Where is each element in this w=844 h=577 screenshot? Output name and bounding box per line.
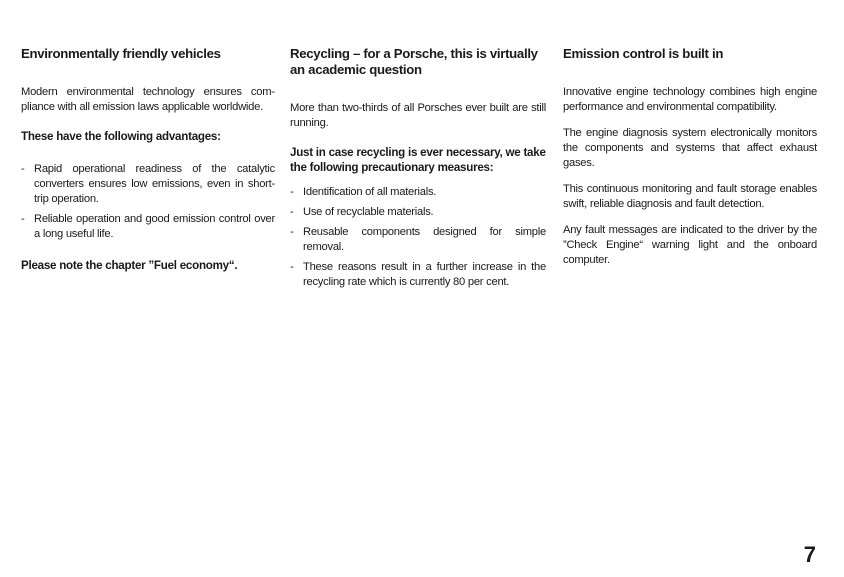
list-item-text: These reasons result in a further increase in the recycling rate which is currently 80 per cent. bbox=[303, 261, 546, 288]
emission-paragraph: Innovative engine technology combines high engine performance and environmental compatibility. bbox=[563, 86, 817, 113]
environment-intro-paragraph: Modern environmental technology ensures compliance with all emission laws applicable worldwide. bbox=[21, 86, 275, 113]
advantages-subheading: These have the following advantages: bbox=[21, 130, 221, 143]
page-number: 7 bbox=[803, 542, 816, 567]
heading-recycling: Recycling – for a Porsche, this is virtually an academic question bbox=[290, 46, 538, 77]
recycling-intro-paragraph: More than two-thirds of all Porsches ever built are still running. bbox=[290, 102, 546, 129]
dash-bullet: - bbox=[21, 213, 25, 225]
list-item bbox=[21, 162, 275, 207]
column-recycling bbox=[290, 46, 546, 295]
precaution-list bbox=[290, 185, 546, 290]
dash-bullet: - bbox=[290, 206, 294, 218]
column-environmentally-friendly bbox=[21, 46, 275, 273]
dash-bullet: - bbox=[290, 261, 294, 273]
list-item bbox=[290, 205, 546, 220]
list-item bbox=[21, 212, 275, 242]
emission-paragraph: Any fault messages are indicated to the driver by the ”Check Engine“ warning light and the onboard computer. bbox=[563, 224, 817, 266]
emission-paragraph: The engine diagnosis system electronically monitors the components and systems that affect exhaust gases. bbox=[563, 127, 817, 169]
advantages-list bbox=[21, 162, 275, 242]
precaution-subheading: Just in case recycling is ever necessary, we take the following precautionary measures: bbox=[290, 146, 546, 174]
dash-bullet: - bbox=[290, 186, 294, 198]
list-item bbox=[290, 185, 546, 200]
heading-emission-control: Emission control is built in bbox=[563, 46, 724, 61]
heading-environmentally-friendly-vehicles: Environmentally friendly vehicles bbox=[21, 46, 221, 61]
list-item-text: Use of recyclable materials. bbox=[303, 206, 434, 218]
list-item bbox=[290, 260, 546, 290]
list-item bbox=[290, 225, 546, 255]
fuel-economy-note: Please note the chapter ”Fuel economy“. bbox=[21, 259, 238, 272]
list-item-text: Reusable components designed for simple removal. bbox=[303, 226, 546, 253]
emission-paragraph: This continuous monitoring and fault storage enables swift, reliable diagnosis and fault detection. bbox=[563, 183, 817, 210]
column-emission-control bbox=[563, 46, 817, 279]
list-item-text: Identification of all materials. bbox=[303, 186, 437, 198]
list-item-text: Rapid operational readiness of the catalytic converters ensures low emissions, even in short-trip operation. bbox=[34, 163, 275, 205]
dash-bullet: - bbox=[21, 163, 25, 175]
list-item-text: Reliable operation and good emission control over a long useful life. bbox=[34, 213, 275, 240]
dash-bullet: - bbox=[290, 226, 294, 238]
